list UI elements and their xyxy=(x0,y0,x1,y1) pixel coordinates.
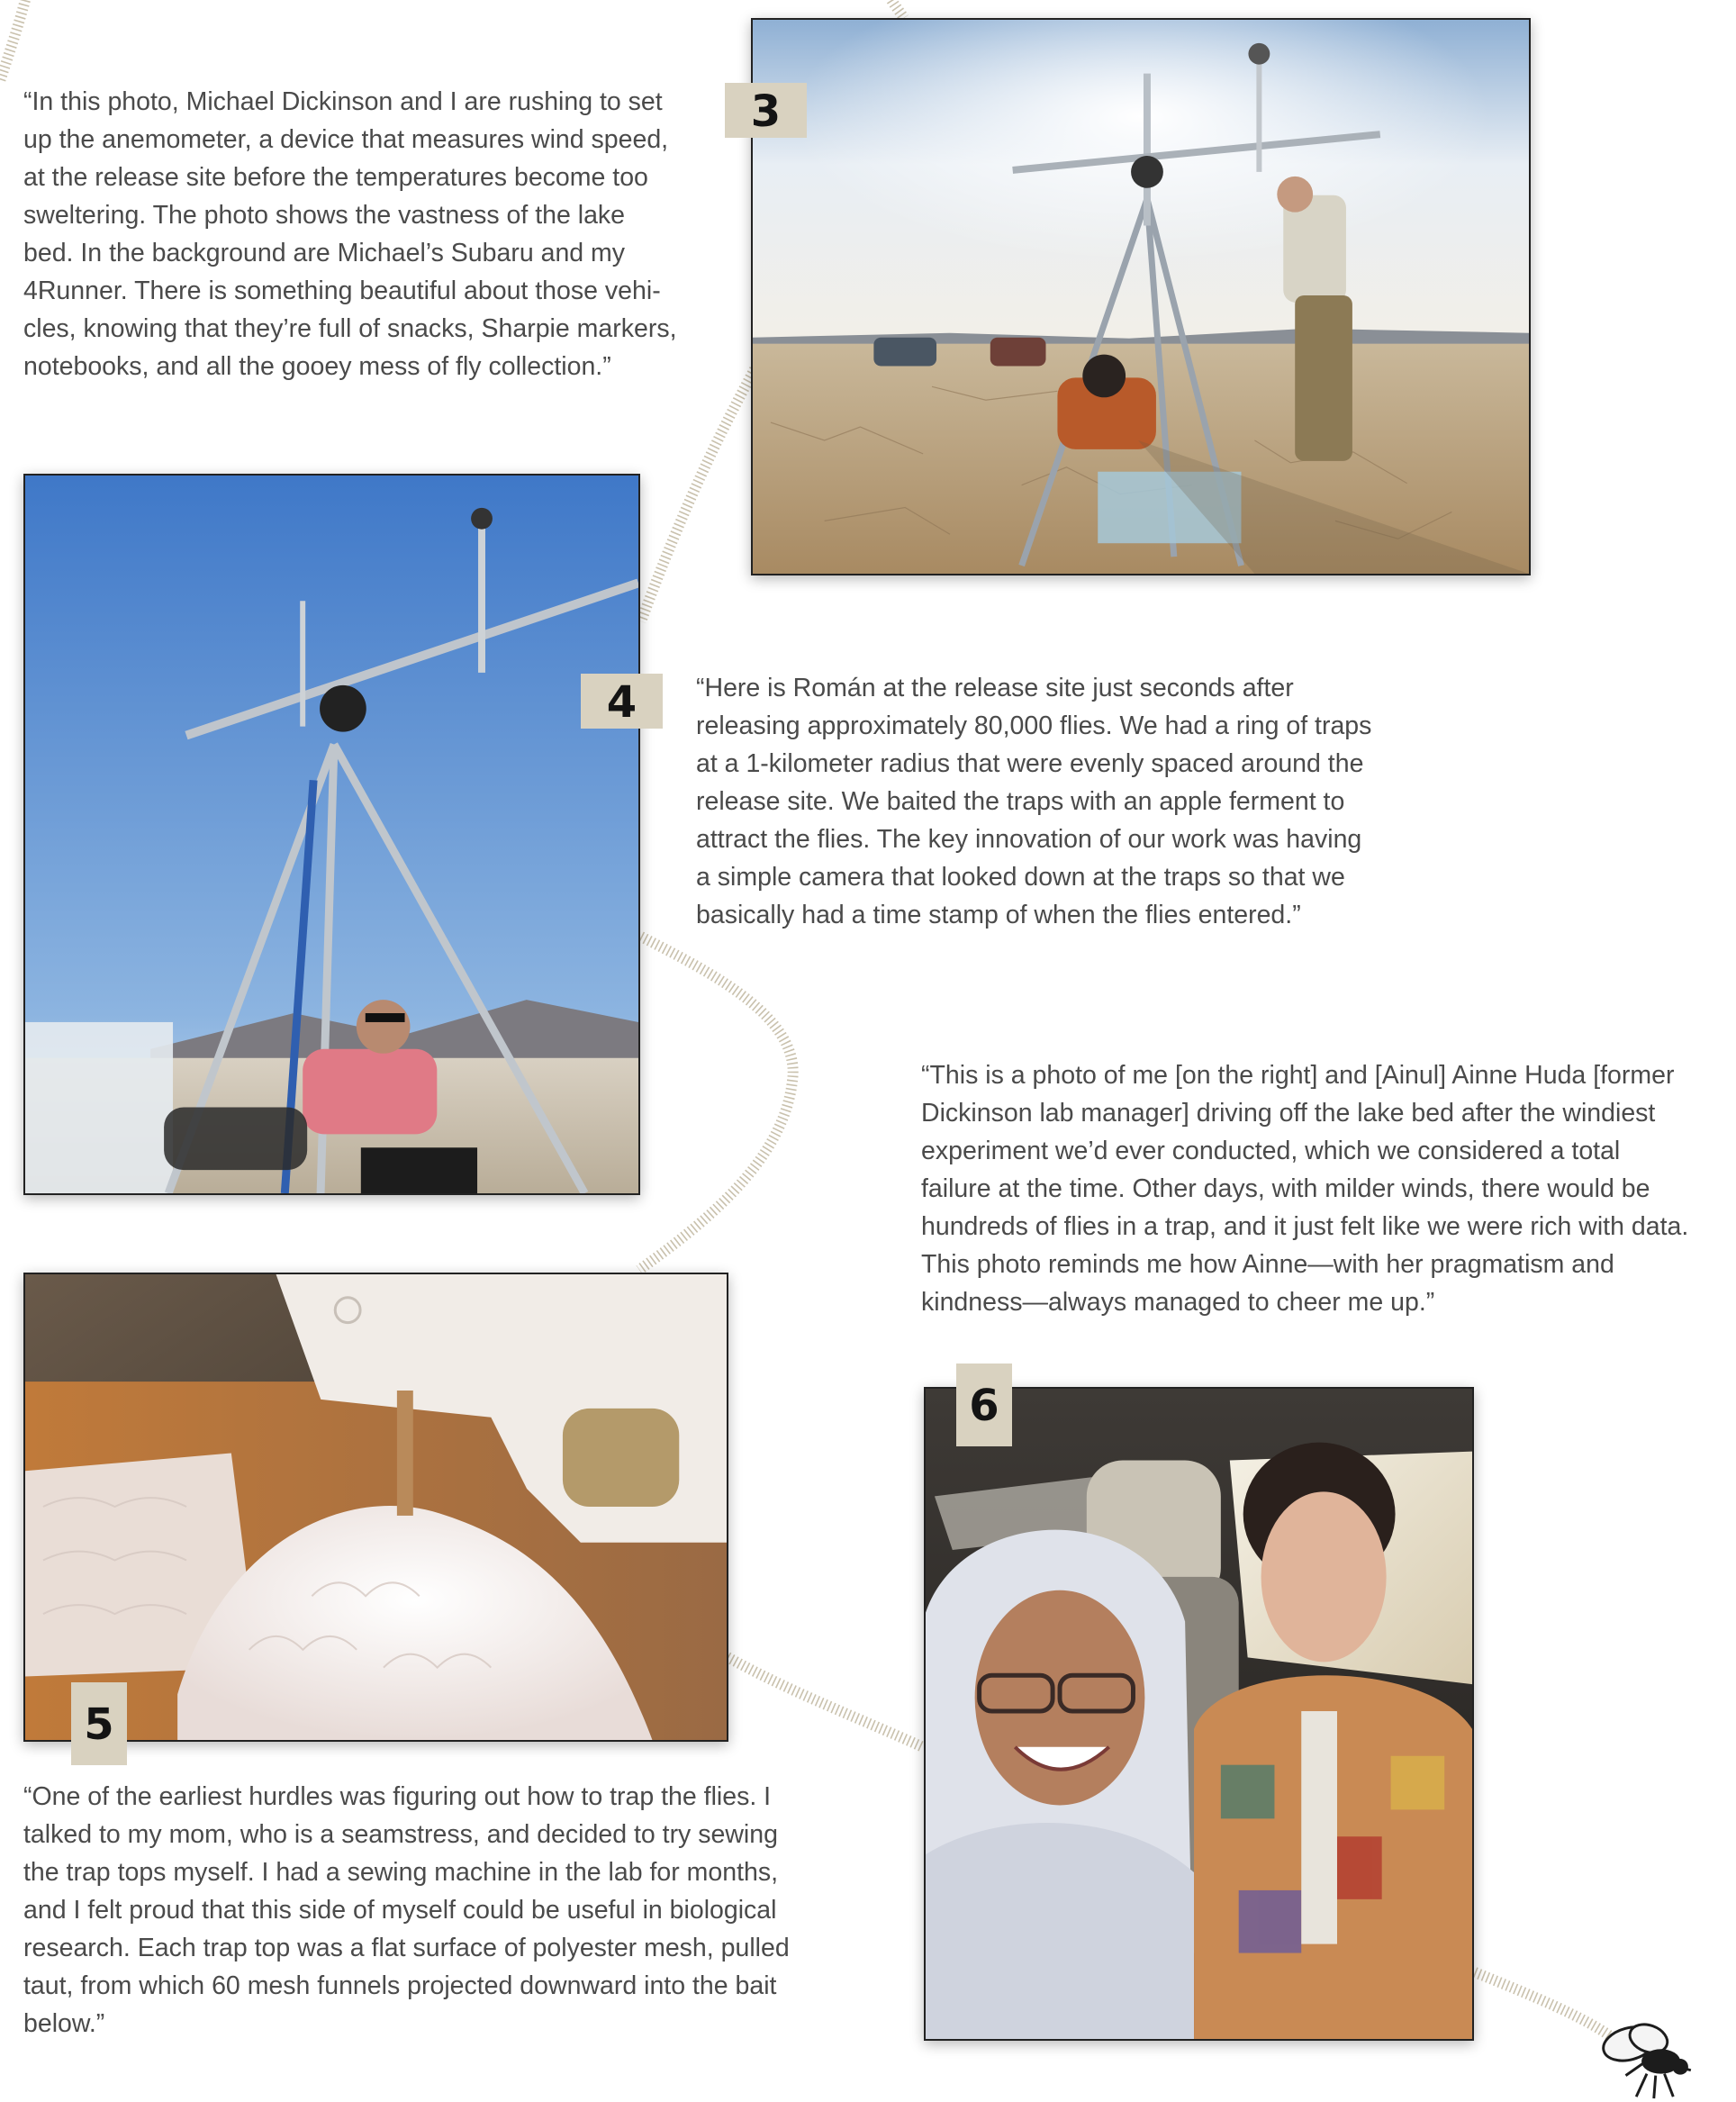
photo-roman-release-site xyxy=(23,474,640,1195)
photo-driving-off-lake-bed xyxy=(924,1387,1474,2041)
photo-number-badge-3: 3 xyxy=(725,83,807,138)
photo-anemometer-setup xyxy=(751,18,1531,575)
caption-photo-4: “Here is Román at the release site just seconds after releasing approximately 80,000 flies. We had a ring of traps at a 1-kilometer radius that were evenly spaced around the release site. We baited the traps with an apple ferment to attract the flies. The key innovation of our work was having a simple camera that looked down at the traps so that we basically had a time stamp of when the flies entered.” xyxy=(696,674,1372,929)
caption-photo-3: “In this photo, Michael Dickinson and I are rushing to set up the anemometer, a device that measures wind speed, at the release site before the temperatures become too sweltering. The photo shows the vastness of the lake bed. In the background are Michael’s Subaru and my 4Runner. There is something beautiful about those vehicles, knowing that they’re full of snacks, Sharpie markers, notebooks, and all the gooey mess of fly collection.” xyxy=(23,87,677,381)
photo-number-badge-5: 5 xyxy=(71,1682,127,1765)
photo-number-badge-4: 4 xyxy=(581,674,663,729)
caption-photo-6: “This is a photo of me [on the right] and [Ainul] Ainne Huda [former Dickinson lab manager] driving off the lake bed after the windiest experiment we’d ever conducted, which we considered a total failure at the time. Other days, with milder winds, there would be hundreds of flies in a trap, and it just felt like we were rich with data. This photo reminds me how Ainne—with her pragmatism and kindness—always managed to cheer me up.” xyxy=(921,1061,1689,1317)
fly-icon xyxy=(1592,2021,1698,2100)
photo-sewing-trap-tops xyxy=(23,1273,728,1742)
photo-number-badge-6: 6 xyxy=(956,1364,1012,1446)
caption-photo-5: “One of the earliest hurdles was figuring out how to trap the flies. I talked to my mom, who is a seamstress, and decided to try sewing the trap tops myself. I had a sewing machine in the lab for months, and I felt proud that this side of myself could be useful in biological research. Each trap top was a flat surface of polyester mesh, pulled taut, from which 60 mesh funnels projected downward into the bait below.” xyxy=(23,1782,790,2038)
